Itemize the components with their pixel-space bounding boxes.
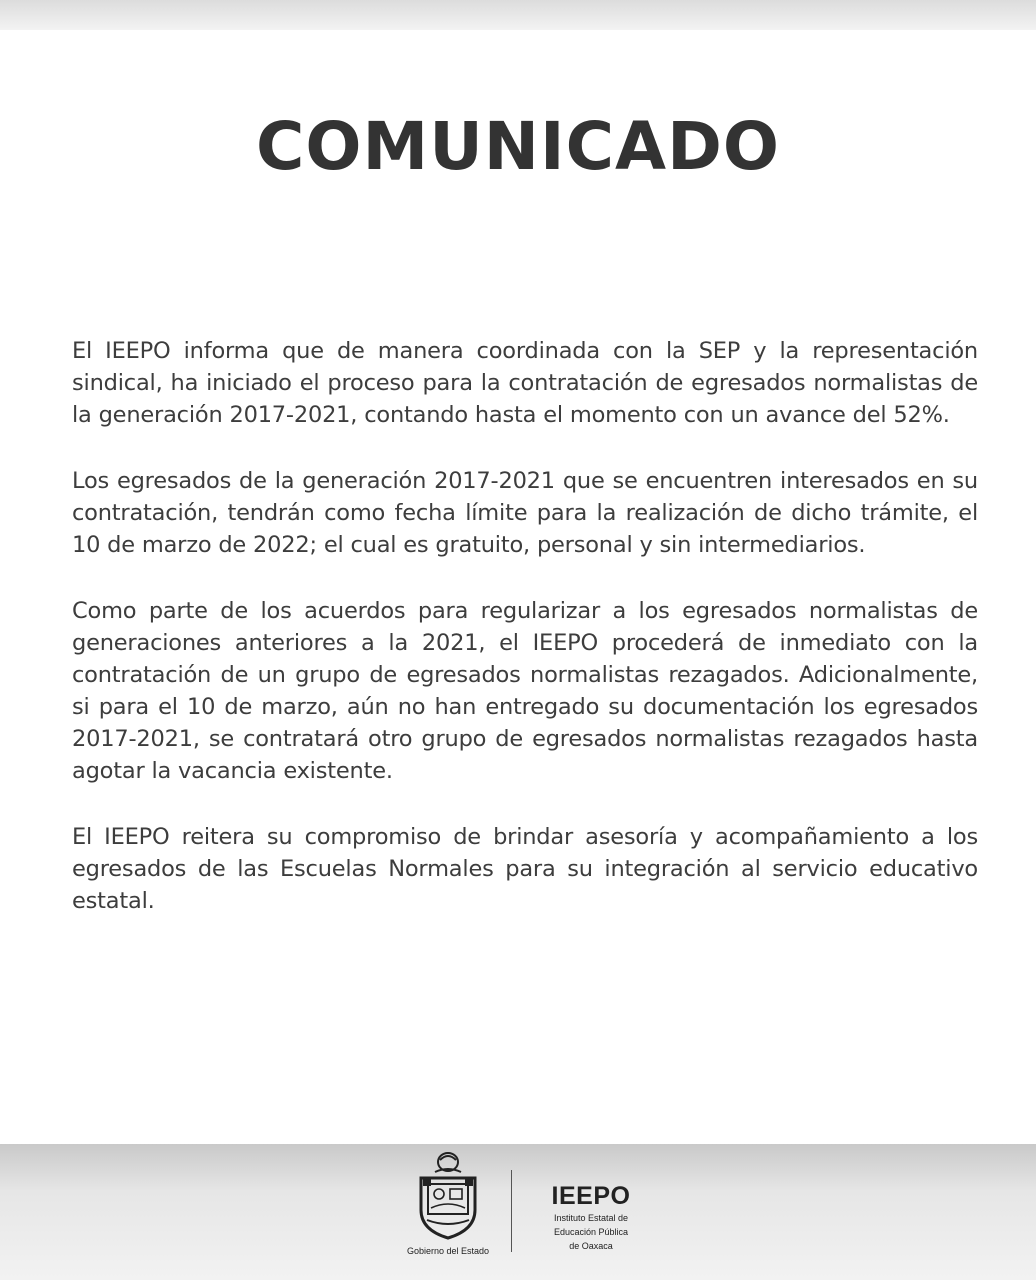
gobierno-logo — [406, 1150, 490, 1260]
ieepo-logo — [536, 1182, 646, 1252]
ieepo-subtitle-line-2: Educación Pública — [553, 1227, 629, 1237]
ieepo-subtitle-line-1: Instituto Estatal de — [553, 1213, 629, 1223]
footer-band — [0, 1144, 1036, 1280]
gobierno-label: Gobierno del Estado — [406, 1246, 490, 1256]
paragraph-4: El IEEPO reitera su compromiso de brindar asesoría y acompañamiento a los egresados de las Escuelas Normales para su integración al servicio educativo estatal. — [72, 824, 978, 914]
top-band — [0, 0, 1036, 30]
ieepo-subtitle-line-3: de Oaxaca — [569, 1241, 613, 1251]
paragraph-3: Como parte de los acuerdos para regularizar a los egresados normalistas de generaciones anteriores a la 2021, el IEEPO procederá de inmediato con la contratación de un grupo de egresados normalistas rezagados. Adicionalmente, si para el 10 de marzo, aún no han entregado su documentación los egresados 2017-2021, se contratará otro grupo de egresados normalistas rezagados hasta agotar la vacancia existente. — [72, 598, 978, 784]
page-title: COMUNICADO — [255, 108, 780, 185]
communique-body — [72, 335, 978, 951]
paragraph-1: El IEEPO informa que de manera coordinada con la SEP y la representación sindical, ha iniciado el proceso para la contratación de egresados normalistas de la generación 2017-2021, contando hasta el momento con un avance del 52%. — [72, 338, 978, 428]
coat-of-arms-icon — [413, 1150, 483, 1242]
footer-divider — [511, 1170, 512, 1252]
paragraph-2: Los egresados de la generación 2017-2021 que se encuentren interesados en su contratación, tendrán como fecha límite para la realización de dicho trámite, el 10 de marzo de 2022; el cual es gratuito, personal y sin intermediarios. — [72, 468, 978, 558]
ieepo-name: IEEPO — [551, 1182, 631, 1210]
